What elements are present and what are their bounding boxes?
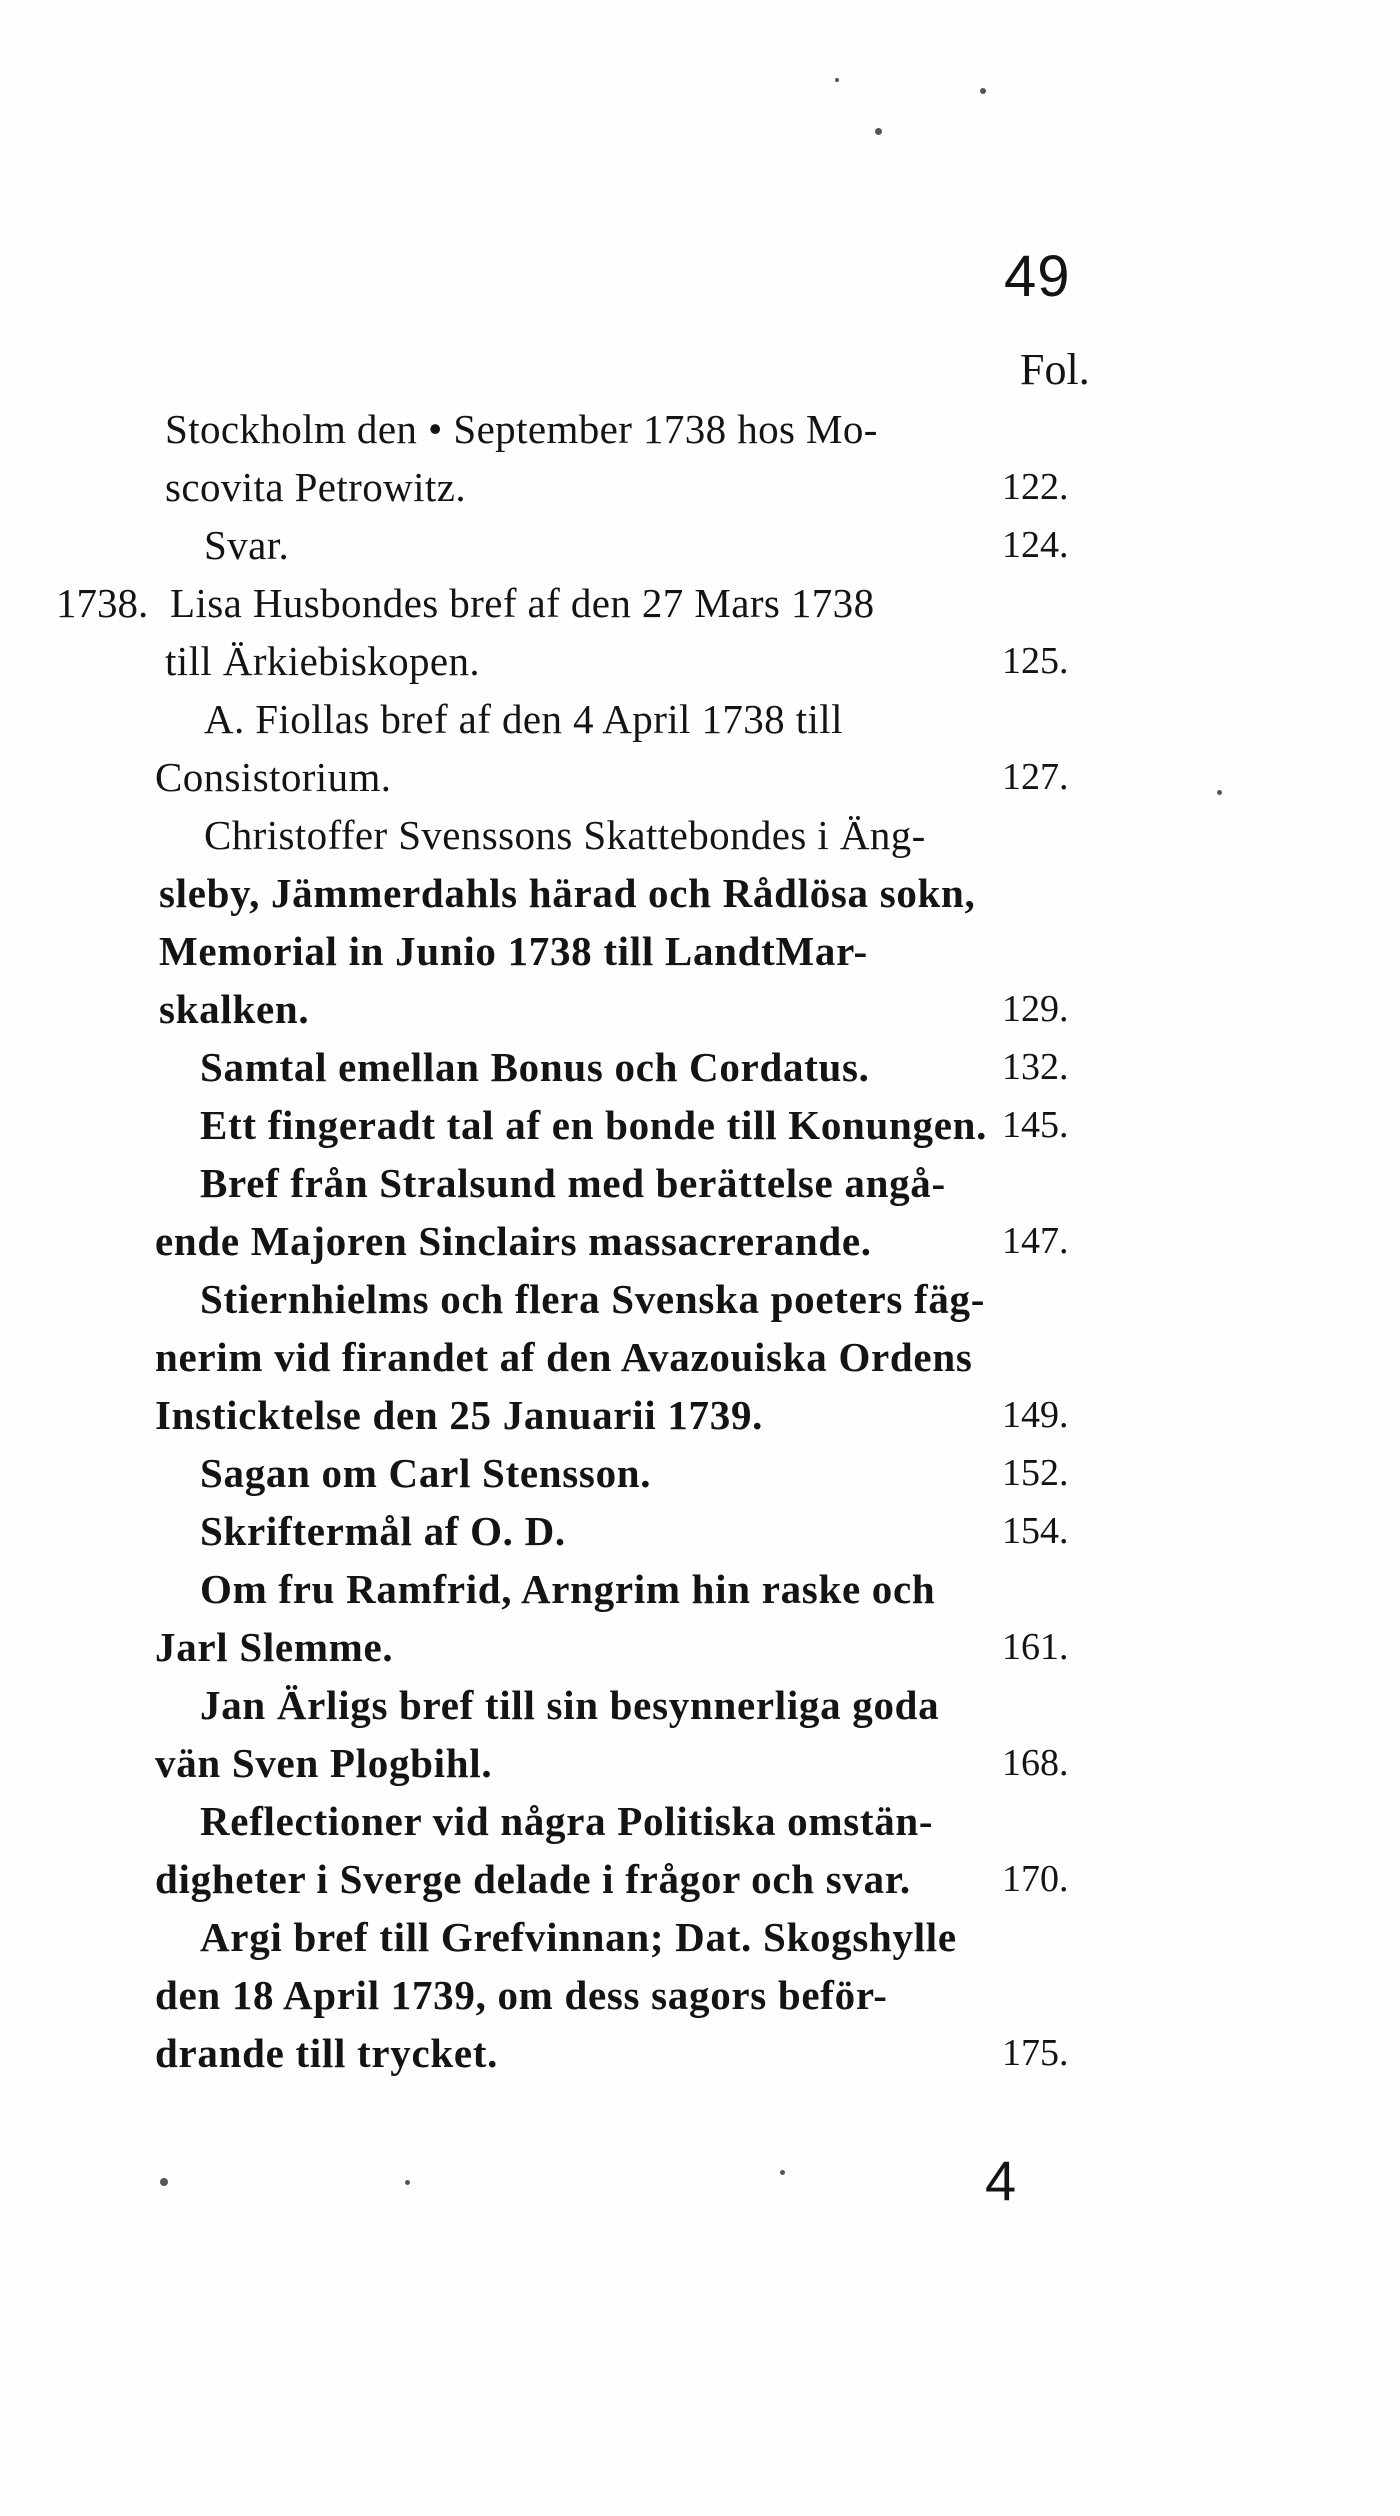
ink-speck [160, 2178, 168, 2186]
folio-number: 129. [1002, 988, 1069, 1030]
folio-number: 124. [1002, 524, 1069, 566]
folio-number: 149. [1002, 1394, 1069, 1436]
folio-number: 175. [1002, 2032, 1069, 2074]
entry-text: Christoffer Svenssons Skattebondes i Äng- [204, 812, 926, 858]
entry-text: Jan Ärligs bref till sin besynnerliga goda [200, 1682, 940, 1728]
entry-text: Stockholm den • September 1738 hos Mo- [165, 406, 878, 452]
entry-text: Samtal emellan Bonus och Cordatus. [200, 1044, 870, 1090]
entry-text: Ett fingeradt tal af en bonde till Konungen. [200, 1102, 988, 1148]
folio-number: 170. [1002, 1858, 1069, 1900]
signature-mark: 4 [985, 2149, 1017, 2212]
entry-text: Skriftermål af O. D. [200, 1508, 566, 1554]
entry-text: skalken. [159, 986, 310, 1032]
entry-text: Svar. [204, 522, 290, 568]
ink-speck [780, 2170, 785, 2175]
folio-number: 154. [1002, 1510, 1069, 1552]
folio-number: 132. [1002, 1046, 1069, 1088]
ink-speck [835, 78, 839, 82]
entry-text: sleby, Jämmerdahls härad och Rådlösa sokn, [159, 870, 976, 916]
folio-number: 147. [1002, 1220, 1069, 1262]
entry-text: Reflectioner vid några Politiska omstän- [200, 1798, 934, 1844]
entry-text: den 18 April 1739, om dess sagors beför- [155, 1972, 888, 2018]
ink-speck [980, 88, 986, 94]
year-marker: 1738. [56, 580, 149, 626]
entry-text: scovita Petrowitz. [165, 464, 466, 510]
entry-text: Sagan om Carl Stensson. [200, 1450, 652, 1496]
folio-number: 152. [1002, 1452, 1069, 1494]
folio-number: 145. [1002, 1104, 1069, 1146]
folio-column-header: Fol. [1020, 345, 1090, 394]
ink-speck [405, 2180, 410, 2185]
entry-text: vän Sven Plogbihl. [155, 1740, 493, 1786]
ink-speck [875, 128, 882, 135]
entry-text: Memorial in Junio 1738 till LandtMar- [159, 928, 868, 974]
entry-text: A. Fiollas bref af den 4 April 1738 till [204, 696, 843, 742]
entry-text: drande till trycket. [155, 2030, 499, 2076]
entry-text: nerim vid firandet af den Avazouiska Ordens [155, 1334, 973, 1380]
entry-text: Argi bref till Grefvinnan; Dat. Skogshylle [200, 1914, 957, 1960]
folio-number: 168. [1002, 1742, 1069, 1784]
entry-text: ende Majoren Sinclairs massacrerande. [155, 1218, 872, 1264]
folio-number: 127. [1002, 756, 1069, 798]
entry-text: digheter i Sverge delade i frågor och svar. [155, 1856, 911, 1902]
page-number: 49 [1004, 244, 1071, 309]
ink-speck [1217, 790, 1222, 795]
entry-text: Bref från Stralsund med berättelse angå- [200, 1160, 946, 1206]
entry-text: Insticktelse den 25 Januarii 1739. [155, 1392, 764, 1438]
entry-text: Consistorium. [155, 754, 392, 800]
folio-number: 125. [1002, 640, 1069, 682]
entry-text: Jarl Slemme. [155, 1624, 394, 1670]
entry-text: Stiernhielms och flera Svenska poeters fäg- [200, 1276, 986, 1322]
entry-text: Om fru Ramfrid, Arngrim hin raske och [200, 1566, 936, 1612]
entry-text: Lisa Husbondes bref af den 27 Mars 1738 [170, 580, 875, 626]
folio-number: 122. [1002, 466, 1069, 508]
folio-number: 161. [1002, 1626, 1069, 1668]
entry-text: till Ärkiebiskopen. [165, 638, 481, 684]
